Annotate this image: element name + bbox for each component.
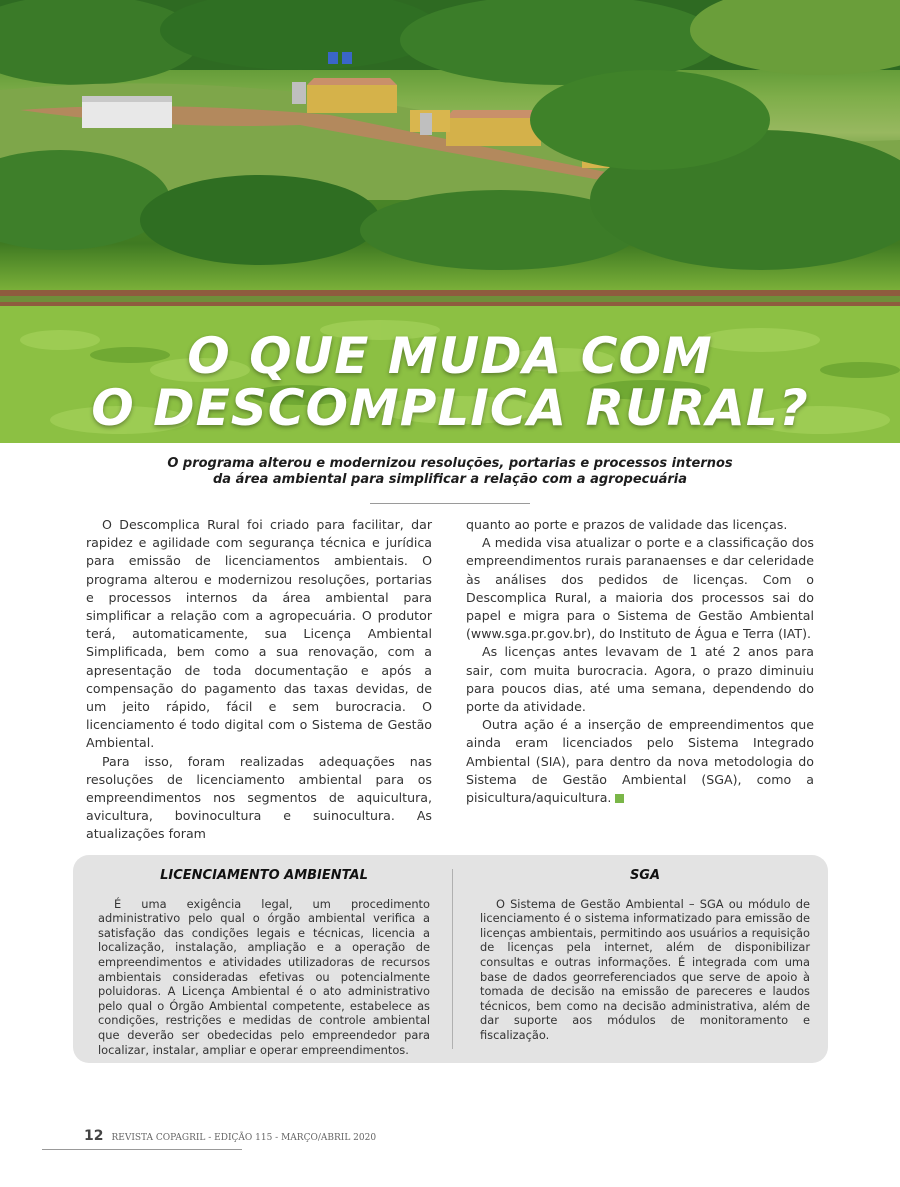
subtitle-line-1: O programa alterou e modernizou resoluções, portarias e processos internos [167, 456, 733, 471]
paragraph-last [466, 716, 814, 807]
info-box-licenciamento [98, 869, 430, 1057]
info-box-text: O Sistema de Gestão Ambiental – SGA ou módulo de licenciamento é o sistema informatizado para emissão de licenças ambientais, permitindo aos usuários a requisição de licenças pela internet, além de disponibilizar consultas e outras informações. É integrada com uma base de dados georreferenciados que serve de apoio à tomada de decisão na emissão de pareceres e laudos técnicos, bem como na decisão administrativa, além de dar suporte aos módulos de monitoramento e fiscalização. [480, 896, 810, 1042]
article-column-left [86, 516, 432, 844]
page-footer [84, 1128, 376, 1144]
info-box-title: SGA [629, 868, 661, 883]
footer-rule [42, 1149, 242, 1150]
paragraph: Para isso, foram realizadas adequações nas resoluções de licenciamento ambiental para os empreendimentos nos segmentos de aquicultura, avicultura, bovinocultura e suinocultura. As atualizações foram [86, 753, 432, 842]
end-of-article-icon [615, 794, 624, 803]
paragraph: O Descomplica Rural foi criado para facilitar, dar rapidez e agilidade com segurança técnica e jurídica para emissão de licenciamentos ambientais. O programa alterou e modernizou resoluções, portarias e processos internos da área ambiental para simplificar a relação com a agropecuária. O produtor terá, automaticamente, sua Licença Ambiental Simplificada, bem como a sua renovação, com a apresentação de toda documentação e após a compensação do pagamento das taxas devidas, de um jeito rápido, fácil e sem burocracia. O licenciamento é todo digital com o Sistema de Gestão Ambiental. [86, 517, 432, 751]
hero-photo [0, 0, 900, 443]
subtitle-divider [370, 503, 530, 504]
info-box-sga [480, 869, 810, 1043]
title-line-2: O DESCOMPLICA RURAL? [91, 379, 809, 437]
paragraph-continuation: quanto ao porte e prazos de validade das licenças. [466, 517, 788, 532]
info-box-divider [452, 869, 453, 1049]
article-column-right [466, 516, 814, 807]
paragraph: A medida visa atualizar o porte e a classificação dos empreendimentos rurais paranaenses e dar celeridade às análises dos pedidos de licenças. Com o Descomplica Rural, a maioria dos processos sai do papel e migra para o Sistema de Gestão Ambiental (www.sga.pr.gov.br), do Instituto de Água e Terra (IAT). [466, 535, 814, 642]
publication-info: REVISTA COPAGRIL - EDIÇÃO 115 - MARÇO/ABRIL 2020 [111, 1133, 377, 1143]
info-box [73, 855, 828, 1063]
page-number: 12 [84, 1128, 104, 1144]
article-subtitle [150, 456, 750, 488]
subtitle-line-2: da área ambiental para simplificar a relação com a agropecuária [212, 472, 688, 487]
paragraph-text: Outra ação é a inserção de empreendimentos que ainda eram licenciados pelo Sistema Integrado Ambiental (SIA), para dentro da nova metodologia do Sistema de Gestão Ambiental (SGA), como a pisicultura/aquicultura. [466, 717, 814, 806]
title-line-1: O QUE MUDA COM [187, 327, 713, 385]
info-box-text: É uma exigência legal, um procedimento administrativo pelo qual o órgão ambiental verifica a satisfação das condições legais e técnicas, licencia a localização, instalação, ampliação e a operação de empreendimentos e atividades utilizadoras de recursos ambientais consideradas efetivas ou potencialmente poluidoras. A Licença Ambiental é o ato administrativo pelo qual o Órgão Ambiental competente, estabelece as condições, restrições e medidas de controle ambiental que deverão ser obedecidas pelo empreendedor para localizar, instalar, ampliar e operar empreendimentos. [98, 896, 430, 1057]
article-title [0, 327, 900, 437]
info-box-title: LICENCIAMENTO AMBIENTAL [160, 868, 368, 883]
paragraph: As licenças antes levavam de 1 até 2 anos para sair, com muita burocracia. Agora, o prazo diminuiu para poucos dias, até uma semana, dependendo do porte da atividade. [466, 644, 814, 715]
